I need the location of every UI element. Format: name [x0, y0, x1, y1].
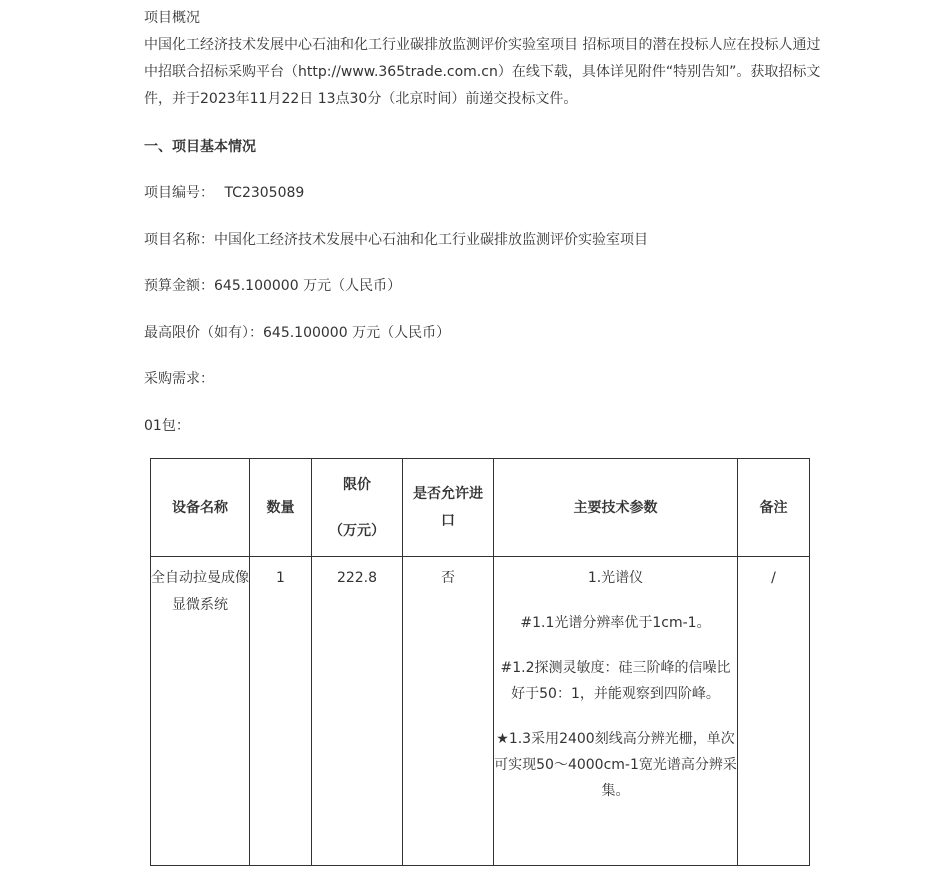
param-line: ★1.3采用2400刻线高分辨光栅，单次可实现50～4000cm-1宽光谱高分辨采集。 [494, 731, 737, 799]
budget-row [144, 276, 401, 296]
requirements-table [150, 458, 810, 866]
project-name-label: 项目名称： [144, 232, 214, 248]
param-line: #1.1光谱分辨率优于1cm-1。 [520, 615, 711, 631]
package-label: 01包： [144, 418, 190, 434]
project-name-row [144, 230, 648, 250]
overview-body: 中国化工经济技术发展中心石油和化工行业碳排放监测评价实验室项目 招标项目的潜在投标人应在投标人通过中招联合招标采购平台（http://www.365trade.com.cn）在线下载，具体详见附件“特别告知”。获取招标文件，并于2023年11月22日 13点30分（北京时间）前递交投标文件。 [144, 37, 821, 107]
project-name-value: 中国化工经济技术发展中心石油和化工行业碳排放监测评价实验室项目 [214, 232, 648, 248]
param-line: #1.2探测灵敏度：硅三阶峰的信噪比好于50：1，并能观察到四阶峰。 [500, 660, 731, 702]
cell-import-allowed: 否 [403, 557, 494, 866]
overview-title: 项目概况 [144, 10, 200, 26]
cell-price-limit: 222.8 [312, 557, 403, 866]
budget-label: 预算金额： [144, 278, 214, 294]
header-price-limit [312, 459, 403, 557]
project-number-label: 项目编号： [144, 185, 214, 201]
max-price-label: 最高限价（如有）： [144, 325, 263, 341]
cell-device-name: 全自动拉曼成像显微系统 [151, 557, 250, 866]
header-main-params: 主要技术参数 [494, 459, 738, 557]
cell-remarks: / [738, 557, 810, 866]
max-price-row [144, 323, 450, 343]
header-price-limit-line2: （万元） [329, 522, 385, 539]
project-number-value: TC2305089 [224, 185, 305, 201]
table-row [151, 557, 810, 866]
section-heading: 一、项目基本情况 [144, 139, 256, 155]
header-import-allowed [403, 459, 494, 557]
cell-main-params [494, 557, 738, 866]
header-remarks: 备注 [738, 459, 810, 557]
table-header-row [151, 459, 810, 557]
header-device-name: 设备名称 [151, 459, 250, 557]
budget-value: 645.100000 万元（人民币） [214, 278, 402, 294]
max-price-value: 645.100000 万元（人民币） [263, 325, 451, 341]
param-line: 1.光谱仪 [587, 570, 644, 586]
header-import-allowed-text: 是否允许进口 [413, 485, 483, 529]
overview-block [144, 0, 824, 113]
project-number-row [144, 183, 304, 203]
header-quantity: 数量 [250, 459, 312, 557]
cell-quantity: 1 [250, 557, 312, 866]
header-price-limit-line1: 限价 [343, 476, 371, 493]
procurement-label: 采购需求： [144, 371, 214, 387]
